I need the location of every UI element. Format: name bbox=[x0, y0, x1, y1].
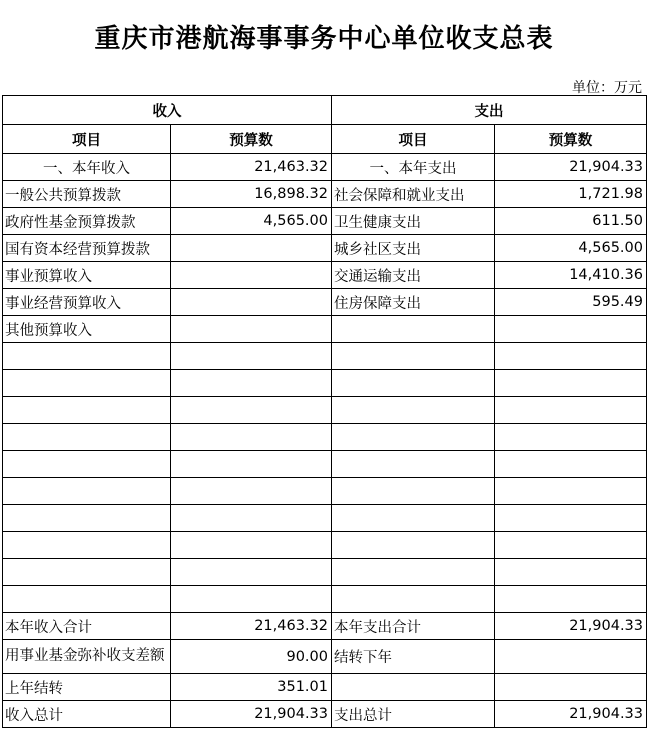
total-income-value: 21,463.32 bbox=[171, 613, 332, 640]
blank-row bbox=[3, 478, 647, 505]
total-row bbox=[3, 613, 647, 640]
expense-item-cell: 城乡社区支出 bbox=[332, 235, 495, 262]
blank-row bbox=[3, 451, 647, 478]
grand-income-label: 收入总计 bbox=[3, 701, 171, 728]
income-item-cell: 国有资本经营预算拨款 bbox=[3, 235, 171, 262]
table-row bbox=[3, 262, 647, 289]
fund-label: 用事业基金弥补收支差额 bbox=[3, 640, 171, 674]
expense-value-cell: 14,410.36 bbox=[495, 262, 647, 289]
expense-item-cell: 社会保障和就业支出 bbox=[332, 181, 495, 208]
income-value-cell bbox=[171, 262, 332, 289]
income-item-cell: 政府性基金预算拨款 bbox=[3, 208, 171, 235]
expense-value-cell: 4,565.00 bbox=[495, 235, 647, 262]
grand-total-row bbox=[3, 701, 647, 728]
expense-item-cell: 卫生健康支出 bbox=[332, 208, 495, 235]
carry-out-value bbox=[495, 640, 647, 674]
income-header: 收入 bbox=[3, 96, 332, 125]
blank-row bbox=[3, 370, 647, 397]
blank-row bbox=[3, 505, 647, 532]
expense-item-header: 项目 bbox=[332, 125, 495, 154]
expense-value-cell: 595.49 bbox=[495, 289, 647, 316]
expense-item-cell bbox=[332, 316, 495, 343]
grand-expense-value: 21,904.33 bbox=[495, 701, 647, 728]
expense-header: 支出 bbox=[332, 96, 647, 125]
expense-value-cell: 21,904.33 bbox=[495, 154, 647, 181]
unit-label: 单位：万元 bbox=[572, 80, 642, 96]
income-value-cell: 21,463.32 bbox=[171, 154, 332, 181]
expense-budget-header: 预算数 bbox=[495, 125, 647, 154]
expense-value-cell bbox=[495, 316, 647, 343]
carry-in-row bbox=[3, 674, 647, 701]
blank-row bbox=[3, 532, 647, 559]
expense-item-cell: 住房保障支出 bbox=[332, 289, 495, 316]
table-row bbox=[3, 235, 647, 262]
expense-value-cell: 611.50 bbox=[495, 208, 647, 235]
fund-row bbox=[3, 640, 647, 674]
income-budget-header: 预算数 bbox=[171, 125, 332, 154]
income-item-header: 项目 bbox=[3, 125, 171, 154]
blank-row bbox=[3, 559, 647, 586]
blank-row bbox=[3, 586, 647, 613]
expense-item-cell: 一、本年支出 bbox=[332, 154, 495, 181]
carry-in-value: 351.01 bbox=[171, 674, 332, 701]
total-expense-label: 本年支出合计 bbox=[332, 613, 495, 640]
section-header-row bbox=[3, 96, 647, 125]
column-header-row bbox=[3, 125, 647, 154]
income-value-cell bbox=[171, 235, 332, 262]
table-row bbox=[3, 316, 647, 343]
total-expense-value: 21,904.33 bbox=[495, 613, 647, 640]
total-income-label: 本年收入合计 bbox=[3, 613, 171, 640]
expense-item-cell: 交通运输支出 bbox=[332, 262, 495, 289]
table-row bbox=[3, 208, 647, 235]
blank-row bbox=[3, 424, 647, 451]
table-row bbox=[3, 289, 647, 316]
page-title: 重庆市港航海事事务中心单位收支总表 bbox=[94, 24, 554, 54]
budget-summary-table bbox=[2, 95, 647, 728]
carry-in-label: 上年结转 bbox=[3, 674, 171, 701]
blank-row bbox=[3, 343, 647, 370]
grand-expense-label: 支出总计 bbox=[332, 701, 495, 728]
income-value-cell bbox=[171, 289, 332, 316]
income-value-cell: 4,565.00 bbox=[171, 208, 332, 235]
income-item-cell: 事业经营预算收入 bbox=[3, 289, 171, 316]
table-row bbox=[3, 181, 647, 208]
income-item-cell: 一、本年收入 bbox=[3, 154, 171, 181]
blank-row bbox=[3, 397, 647, 424]
income-item-cell: 一般公共预算拨款 bbox=[3, 181, 171, 208]
income-item-cell: 事业预算收入 bbox=[3, 262, 171, 289]
carry-out-label: 结转下年 bbox=[332, 640, 495, 674]
expense-value-cell: 1,721.98 bbox=[495, 181, 647, 208]
income-item-cell: 其他预算收入 bbox=[3, 316, 171, 343]
income-value-cell bbox=[171, 316, 332, 343]
table-row bbox=[3, 154, 647, 181]
income-value-cell: 16,898.32 bbox=[171, 181, 332, 208]
grand-income-value: 21,904.33 bbox=[171, 701, 332, 728]
fund-value: 90.00 bbox=[171, 640, 332, 674]
